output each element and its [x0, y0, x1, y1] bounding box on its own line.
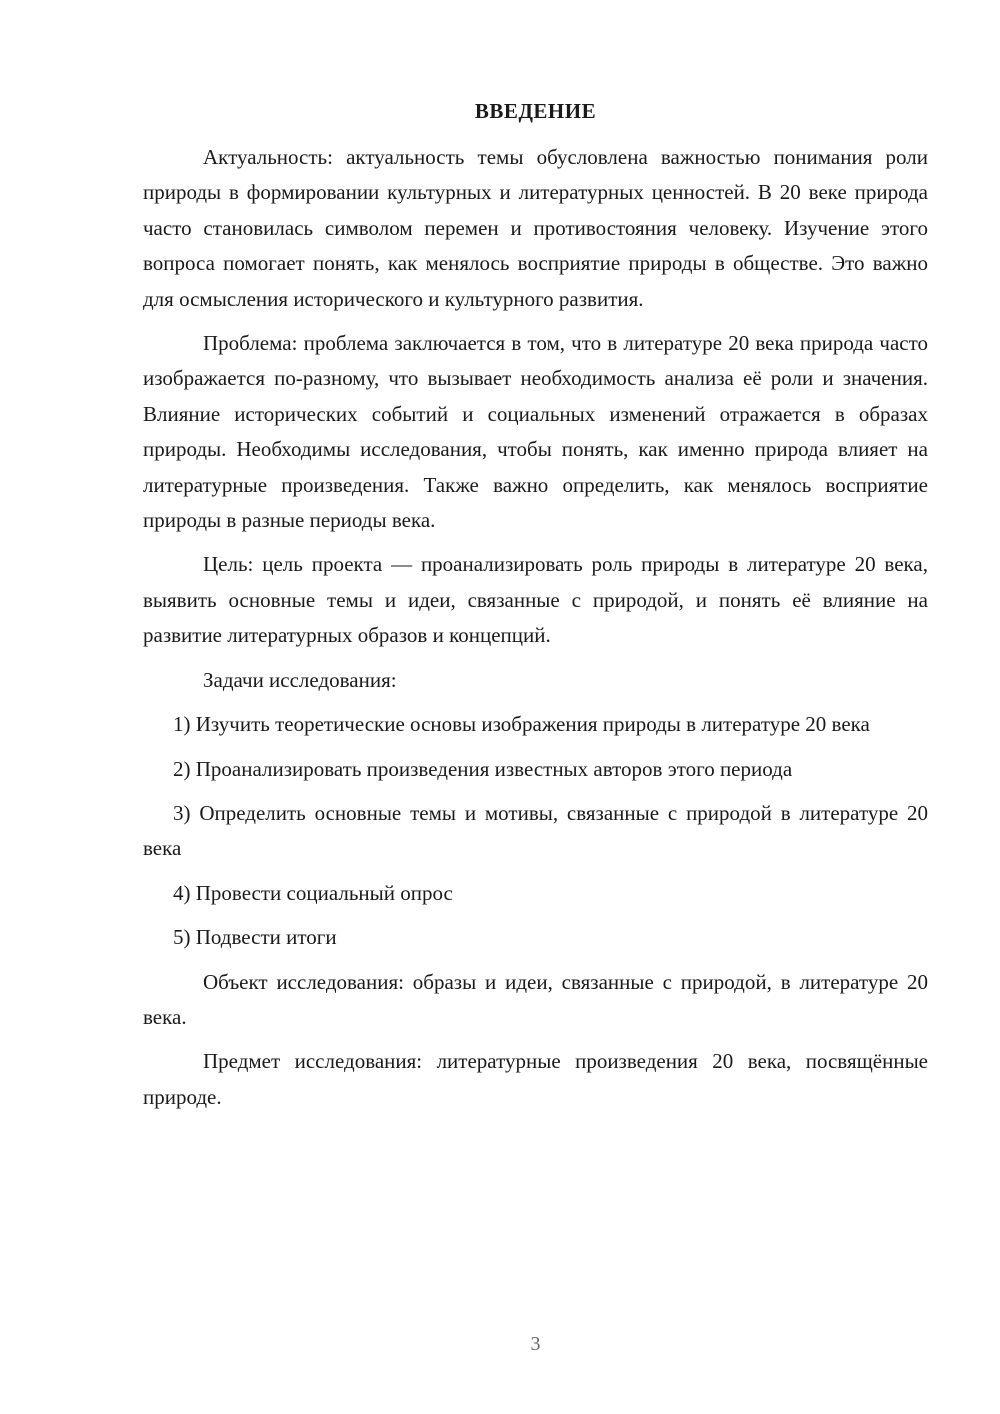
problem-paragraph: Проблема: проблема заключается в том, что в литературе 20 века природа часто изображается по-разному, что вызывает необходимость анализа её роли и значения. Влияние исторических событий и социальных изменений отражается в образах природы. Необходимы исследования, чтобы понять, как именно природа влияет на литературные произведения. Также важно определить, как менялось восприятие природы в разные периоды века.	[143, 331, 928, 533]
object-paragraph: Объект исследования: образы и идеи, связанные с природой, в литературе 20 века.	[143, 969, 928, 1029]
task-item: 3) Определить основные темы и мотивы, связанные с природой в литературе 20 века	[143, 800, 928, 861]
task-item: 5) Подвести итоги	[173, 925, 337, 950]
task-item: 2) Проанализировать произведения известных авторов этого периода	[173, 756, 793, 781]
task-item: 1) Изучить теоретические основы изображения природы в литературе 20 века	[173, 712, 870, 737]
subject-paragraph: Предмет исследования: литературные произведения 20 века, посвящённые природе.	[143, 1049, 928, 1109]
goal-paragraph: Цель: цель проекта — проанализировать роль природы в литературе 20 века, выявить основные темы и идеи, связанные с природой, и понять её влияние на развитие литературных образов и концепций.	[143, 552, 928, 648]
task-item: 4) Провести социальный опрос	[173, 880, 453, 905]
tasks-list	[143, 707, 928, 955]
section-title: ВВЕДЕНИЕ	[474, 99, 597, 123]
tasks-heading: Задачи исследования:	[203, 667, 397, 692]
page-number: 3	[530, 1333, 541, 1355]
document-page	[143, 96, 928, 1124]
relevance-paragraph: Актуальность: актуальность темы обусловлена важностью понимания роли природы в формировании культурных и литературных ценностей. В 20 веке природа часто становилась символом перемен и противостояния человеку. Изучение этого вопроса помогает понять, как менялось восприятие природы в обществе. Это важно для осмысления исторического и культурного развития.	[143, 145, 928, 311]
